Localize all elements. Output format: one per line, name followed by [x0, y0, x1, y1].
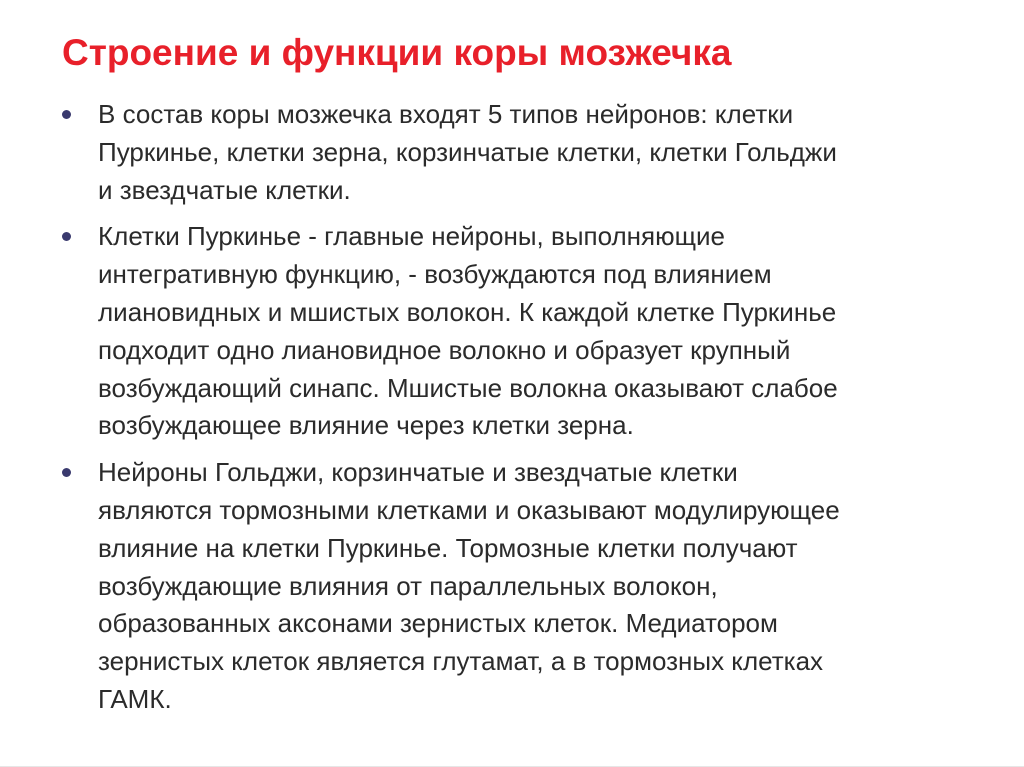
bullet-item	[62, 218, 1002, 445]
bullet-text: Нейроны Гольджи, корзинчатые и звездчатые клетки являются тормозными клетками и оказывают модулирующее влияние на клетки Пуркинье. Тормозные клетки получают возбуждающие влияния от параллельных волокон, образованных аксонами зернистых клеток. Медиатором зернистых клеток является глутамат, а в тормозных клетках ГАМК.	[98, 457, 840, 714]
bullet-dot-icon	[62, 468, 71, 477]
bullet-item	[62, 96, 1002, 209]
bullet-list	[62, 96, 1002, 728]
bullet-dot-icon	[62, 232, 71, 241]
bullet-dot-icon	[62, 110, 71, 119]
bullet-text: Клетки Пуркинье - главные нейроны, выполняющие интегративную функцию, - возбуждаются под влиянием лиановидных и мшистых волокон. К каждой клетке Пуркинье подходит одно лиановидное волокно и образует крупный возбуждающий синапс. Мшистые волокна оказывают слабое возбуждающее влияние через клетки зерна.	[98, 221, 838, 441]
bullet-item	[62, 454, 1002, 719]
slide-title: Строение и функции коры мозжечка	[62, 32, 732, 73]
bullet-text: В состав коры мозжечка входят 5 типов нейронов: клетки Пуркинье, клетки зерна, корзинчатые клетки, клетки Гольджи и звездчатые клетки.	[98, 99, 837, 205]
